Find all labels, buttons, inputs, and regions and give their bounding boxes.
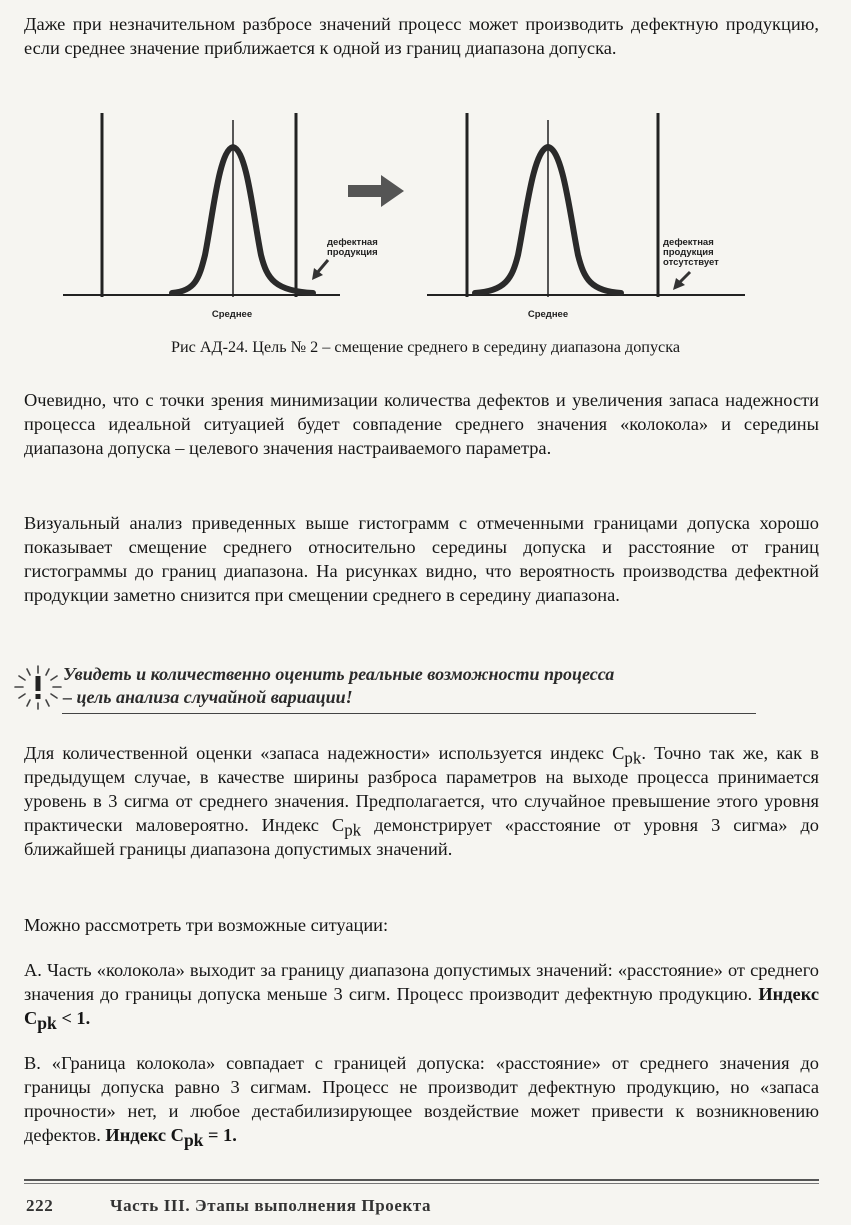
left-defect-label-1: дефектная (327, 237, 378, 248)
right-no-defect-label-2: продукция (663, 247, 714, 258)
key-note-line-2: – цель анализа случайной вариации! (63, 687, 353, 707)
cpk-subscript-2: pk (344, 820, 362, 840)
cpk-text-2: . Точно так же, как в предыдущем случае, в качестве ширины разброса параметров на выходе процесса принимается уровень в 3 сигма от среднего значения. Предполагается, что случайное превышение этого уровня практически маловероятно. Индекс C (24, 743, 819, 835)
situation-b-index: Индекс $C_{pk} = 1$. (105, 1125, 237, 1150)
cpk-subscript-1: pk (624, 748, 642, 768)
tolerance-shift-figure (55, 105, 815, 325)
visual-analysis-paragraph: Визуальный анализ приведенных выше гистограмм с отмеченными границами допуска хорошо показывает смещение среднего относительно середины допуска и расстояние от границ гистограммы до границ диапазона. На рисунках видно, что вероятность производства дефектной продукции заметно снизится при смещении среднего в середину диапазона. (24, 513, 819, 605)
left-defect-label-2: продукция (327, 247, 378, 258)
ideal-situation-paragraph: Очевидно, что с точки зрения минимизации количества дефектов и увеличения запаса надежности процесса идеальной ситуацией будет совпадение среднего значения «колокола» и середины диапазона допуска – целевого значения настраиваемого параметра. (24, 390, 819, 458)
shift-arrow-icon (348, 175, 404, 207)
right-mean-label: Среднее (527, 309, 569, 320)
cpk-definition-paragraph (24, 741, 819, 861)
situation-b-paragraph (24, 1051, 819, 1150)
footer-rule-thin (24, 1183, 819, 1184)
left-panel (63, 113, 378, 320)
key-note (63, 663, 763, 709)
figure-caption: Рис АД-24. Цель № 2 – смещение среднего в середину диапазона допуска (170, 338, 681, 356)
page-footer (26, 1196, 431, 1216)
situation-a-index: Индекс $C_{pk} < 1$. (24, 984, 819, 1033)
left-pointer-arrow-icon (312, 260, 328, 280)
right-no-defect-label-1: дефектная (663, 237, 714, 248)
situations-intro: Можно рассмотреть три возможные ситуации: (24, 915, 389, 935)
key-note-line-1: Увидеть и количественно оценить реальные возможности процесса (63, 664, 615, 684)
page-number: 222 (26, 1196, 54, 1215)
situation-b-text: В. «Граница колокола» совпадает с границей допуска: «расстояние» от среднего значения до границы допуска равно 3 сигмам. Процесс не производит дефектную продукцию, но «запаса прочности» нет, и любое дестабилизирующее воздействие может привести к возникновению дефектов. (24, 1053, 819, 1145)
cpk-text-1: Для количественной оценки «запаса надежности» используется индекс C (24, 743, 625, 763)
exclamation-burst-icon (12, 662, 64, 714)
right-no-defect-label-3: отсутствует (663, 257, 719, 268)
footer-rule (24, 1179, 819, 1181)
section-title: Часть III. Этапы выполнения Проекта (110, 1196, 432, 1215)
situation-a-text: А. Часть «колокола» выходит за границу диапазона допустимых значений: «расстояние» от среднего значения до границы допуска меньше 3 сигм. Процесс производит дефектную продукцию. (24, 960, 819, 1004)
right-pointer-arrow-icon (673, 272, 690, 290)
note-underline (62, 713, 756, 714)
right-panel (427, 113, 745, 320)
left-mean-label: Среднее (211, 309, 253, 320)
intro-paragraph: Даже при незначительном разбросе значений процесс может производить дефектную продукцию, если среднее значение приближается к одной из границ диапазона допуска. (24, 14, 819, 58)
cpk-text-3: демонстрирует «расстояние от уровня 3 сигма» до ближайшей границы диапазона допустимых значений. (24, 815, 819, 859)
left-bell-curve (172, 147, 313, 293)
situation-a-paragraph (24, 958, 819, 1033)
